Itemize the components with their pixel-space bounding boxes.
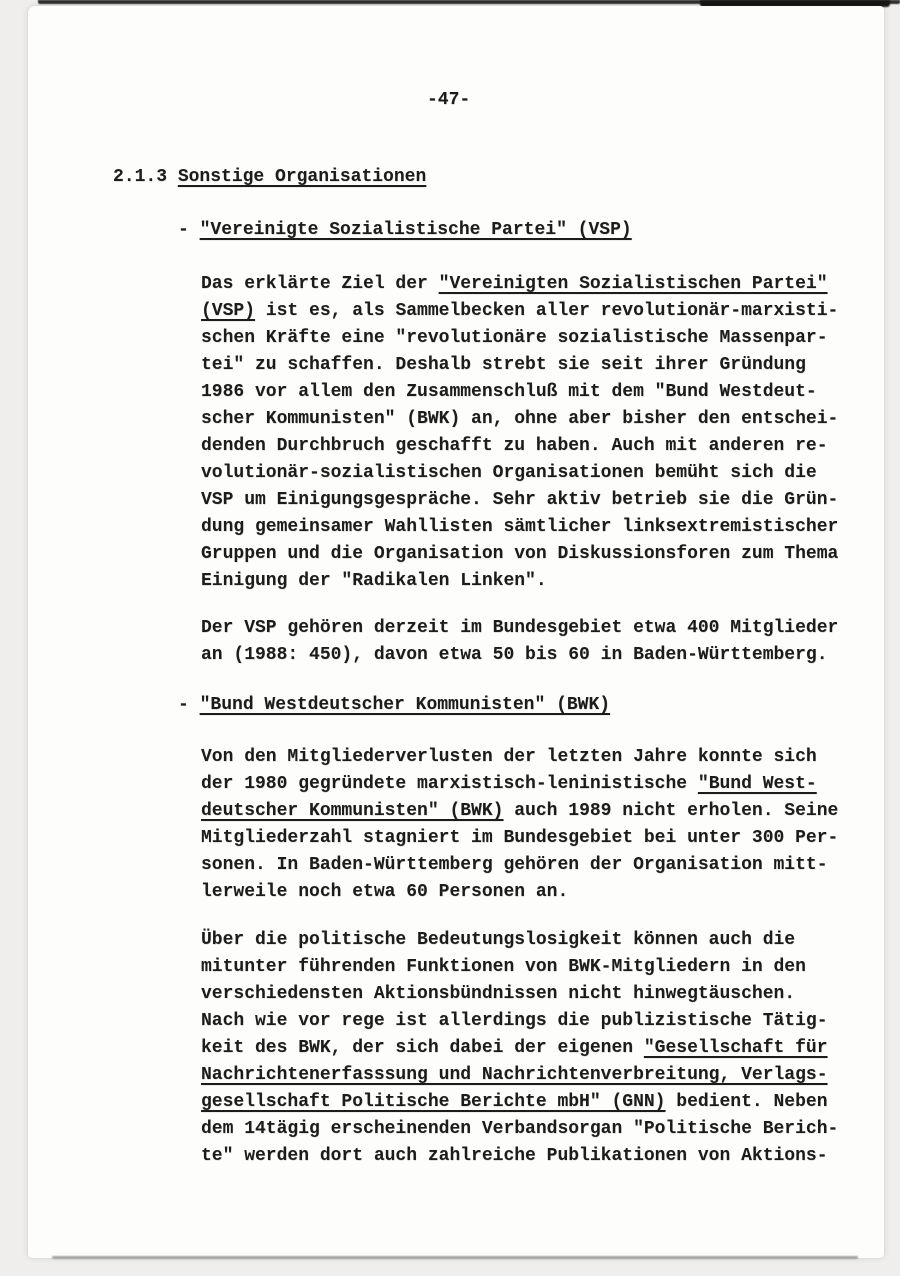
text-segment: lerweile noch etwa 60 Personen an. <box>201 882 569 902</box>
text-segment: keit des BWK, der sich dabei der eigenen <box>201 1038 644 1058</box>
text-segment: Einigung der "Radikalen Linken". <box>201 571 547 591</box>
text-segment: Mitgliederzahl stagniert im Bundesgebiet bei unter 300 Per- <box>201 828 839 848</box>
text-line <box>201 825 838 852</box>
section-heading <box>113 164 426 191</box>
text-line <box>201 460 838 487</box>
text-line <box>201 615 838 642</box>
text-line <box>201 927 838 954</box>
text-segment: Das erklärte Ziel der <box>201 274 439 294</box>
text-line <box>201 1116 838 1143</box>
text-segment: verschiedensten Aktionsbündnissen nicht hinwegtäuschen. <box>201 984 796 1004</box>
document-page <box>28 6 884 1258</box>
text-segment: volutionär-sozialistischen Organisationen bemüht sich die <box>201 463 817 483</box>
text-line <box>201 1062 838 1089</box>
text-line <box>201 798 838 825</box>
bullet-marker: - <box>178 220 200 240</box>
text-segment: mitunter führenden Funktionen von BWK-Mitgliedern in den <box>201 957 806 977</box>
bullet-marker: - <box>178 695 200 715</box>
text-line <box>201 642 838 669</box>
text-line <box>201 541 838 568</box>
text-line <box>201 852 838 879</box>
text-line <box>201 514 838 541</box>
section-title: Sonstige Organisationen <box>177 167 427 187</box>
text-line <box>201 406 838 433</box>
text-line <box>201 568 838 595</box>
paragraph <box>201 927 838 1170</box>
underlined-text: deutscher Kommunisten" (BWK) <box>201 801 504 821</box>
text-line <box>201 771 838 798</box>
section-number: 2.1.3 <box>113 167 178 187</box>
text-line <box>178 217 632 244</box>
text-segment: ist es, als Sammelbecken aller revolutionär-marxisti- <box>255 301 839 321</box>
text-line <box>201 487 838 514</box>
text-segment: schen Kräfte eine "revolutionäre sozialistische Massenpar- <box>201 328 828 348</box>
text-line <box>201 744 838 771</box>
text-line <box>201 1089 838 1116</box>
text-line <box>201 1035 838 1062</box>
text-segment: scher Kommunisten" (BWK) an, ohne aber bisher den entschei- <box>201 409 839 429</box>
underlined-text: "Vereinigte Sozialistische Partei" (VSP) <box>199 220 632 240</box>
paragraph <box>201 271 838 595</box>
underlined-text: "Vereinigten Sozialistischen Partei" <box>438 274 828 294</box>
text-segment: te" werden dort auch zahlreiche Publikationen von Aktions- <box>201 1146 828 1166</box>
text-segment: Von den Mitgliederverlusten der letzten Jahre konnte sich <box>201 747 817 767</box>
underlined-text: gesellschaft Politische Berichte mbH" (GNN) <box>201 1092 666 1112</box>
text-segment: 1986 vor allem den Zusammenschluß mit dem "Bund Westdeut- <box>201 382 817 402</box>
paragraph <box>201 744 838 906</box>
text-line <box>201 1143 838 1170</box>
text-segment: tei" zu schaffen. Deshalb strebt sie seit ihrer Gründung <box>201 355 806 375</box>
underlined-text: "Bund West- <box>697 774 817 794</box>
paragraph <box>201 615 838 669</box>
text-segment: Über die politische Bedeutungslosigkeit können auch die <box>201 930 796 950</box>
text-segment: dung gemeinsamer Wahllisten sämtlicher linksextremistischer <box>201 517 839 537</box>
text-segment: Nach wie vor rege ist allerdings die publizistische Tätig- <box>201 1011 828 1031</box>
text-line <box>178 692 610 719</box>
text-line <box>201 271 838 298</box>
text-segment: auch 1989 nicht erholen. Seine <box>503 801 839 821</box>
text-segment: an (1988: 450), davon etwa 50 bis 60 in Baden-Württemberg. <box>201 645 828 665</box>
text-line <box>201 981 838 1008</box>
underlined-text: "Gesellschaft für <box>643 1038 828 1058</box>
text-segment: bedient. Neben <box>665 1092 828 1112</box>
text-line <box>201 433 838 460</box>
text-segment: Der VSP gehören derzeit im Bundesgebiet etwa 400 Mitglieder <box>201 618 839 638</box>
text-segment: dem 14tägig erscheinenden Verbandsorgan "Politische Berich- <box>201 1119 839 1139</box>
scan-bottom-edge-artifact <box>52 1256 858 1259</box>
page-number: -47- <box>427 90 471 110</box>
underlined-text: "Bund Westdeutscher Kommunisten" (BWK) <box>199 695 611 715</box>
text-segment: sonen. In Baden-Württemberg gehören der Organisation mitt- <box>201 855 828 875</box>
text-line <box>201 1008 838 1035</box>
text-segment: denden Durchbruch geschafft zu haben. Auch mit anderen re- <box>201 436 828 456</box>
text-line <box>201 352 838 379</box>
text-line <box>201 879 838 906</box>
text-line <box>201 325 838 352</box>
bullet-heading <box>178 692 610 719</box>
underlined-text: Nachrichtenerfasssung und Nachrichtenverbreitung, Verlags- <box>201 1065 828 1085</box>
bullet-heading <box>178 217 632 244</box>
text-segment: Gruppen und die Organisation von Diskussionsforen zum Thema <box>201 544 839 564</box>
underlined-text: (VSP) <box>201 301 256 321</box>
text-line <box>201 379 838 406</box>
text-line <box>201 298 838 325</box>
text-segment: VSP um Einigungsgespräche. Sehr aktiv betrieb sie die Grün- <box>201 490 839 510</box>
text-line <box>201 954 838 981</box>
text-segment: der 1980 gegründete marxistisch-leninistische <box>201 774 698 794</box>
